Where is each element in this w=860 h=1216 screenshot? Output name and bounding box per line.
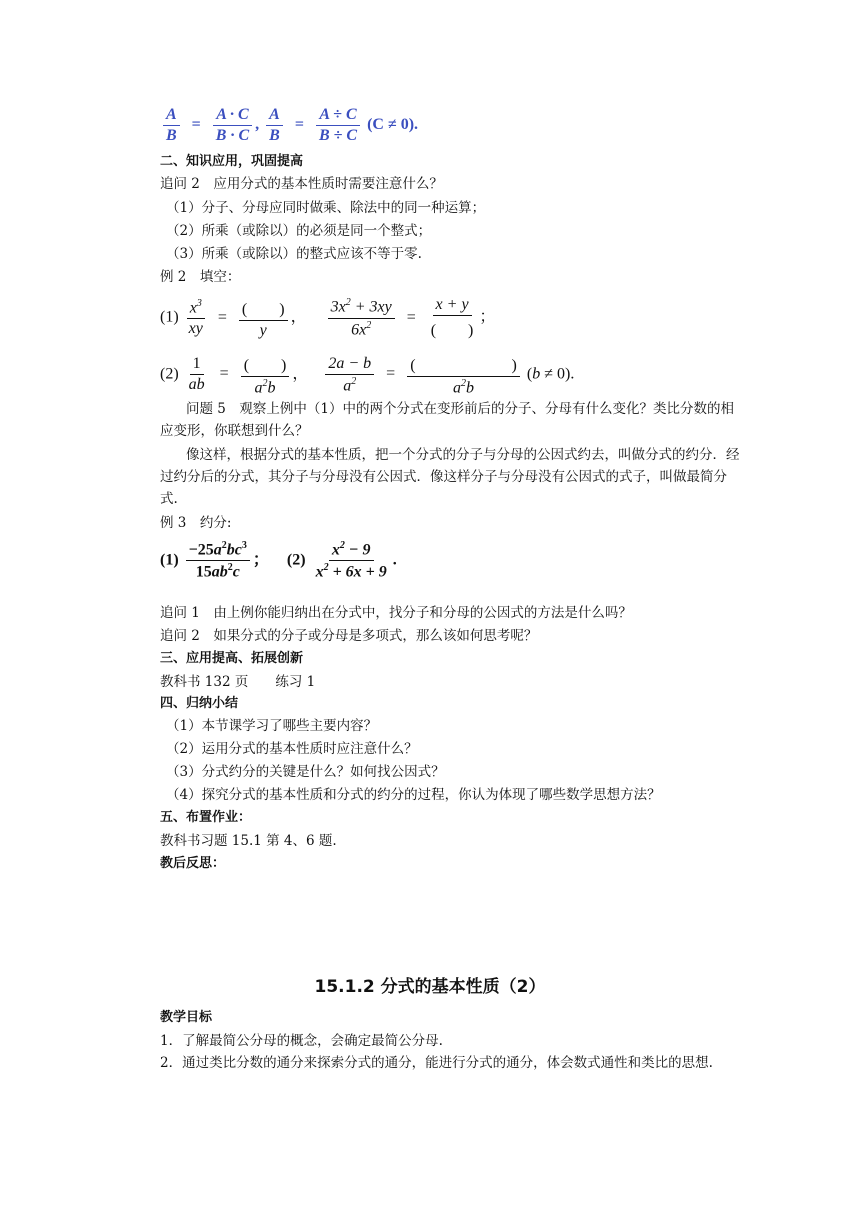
summary-3: （3）分式约分的关键是什么？如何找公因式？ [166,764,445,780]
textbook-exercise: 教科书 132 页 练习 1 [160,674,316,690]
section2-heading: 二、知识应用，巩固提高 [160,154,304,169]
note-1: （1）分子、分母应同时做乘、除法中的同一种运算； [166,200,486,216]
homework: 教科书习题 15.1 第 4、6 题. [160,833,337,849]
followup-question-2b: 追问 2 如果分式的分子或分母是多项式，那么该如何思考呢？ [160,628,538,644]
example3-label: 例 3 约分: [160,515,232,531]
example2-label: 例 2 填空： [160,269,241,285]
reflection-heading: 教后反思： [160,856,226,871]
definition-paragraph: 像这样，根据分式的基本性质，把一个分式的分子与分母的公因式约去，叫做分式的约分．经过约分后的分式，其分子与分母没有公因式．像这样分子与分母没有公因式的式子，叫做最简分式. [160,447,740,507]
summary-4: （4）探究分式的基本性质和分式的约分的过程，你认为体现了哪些数学思想方法？ [166,787,661,803]
goals-heading: 教学目标 [160,1010,213,1025]
goal-1: 1．了解最简公分母的概念，会确定最简公分母. [160,1033,443,1049]
example2-formula-2: (2) $\frac{1}{ab}$ = $\frac{( )}{a^2b}$ ， $\frac{2a - b}{a^2}$ = $\frac{( )}{a^2b}$ (b ≠ 0). [160,352,574,397]
note-3: （3）所乘（或除以）的整式应该不等于零. [166,246,422,262]
followup-question-2: 追问 2 应用分式的基本性质时需要注意什么？ [160,176,443,192]
lesson-title: 15.1.2 分式的基本性质（2） [314,977,546,997]
note-2: （2）所乘（或除以）的必须是同一个整式； [166,223,432,239]
problem-5: 问题 5 观察上例中（1）中的两个分式在变形前后的分子、分母有什么变化？类比分数的相应变形，你联想到什么？ [160,401,734,439]
section4-heading: 四、归纳小结 [160,696,239,711]
section5-heading: 五、布置作业： [160,810,252,825]
section3-heading: 三、应用提高、拓展创新 [160,651,304,666]
fraction-property-formula: $\frac{A}{B}$ = $\frac{A \cdot C}{B \cdot C}$ , $\frac{A}{B}$ = $\frac{A \div C}{B \div C}$ (C ≠ 0). [160,106,418,145]
example2-formula-1: (1) $\frac{x^3}{xy}$ = $\frac{( )}{y}$ ， $\frac{3x^2 + 3xy}{6x^2}$ = $\frac{x + y}{( )}$ ； [160,296,496,339]
summary-1: （1）本节课学习了哪些主要内容？ [166,718,378,734]
goal-2: 2．通过类比分数的通分来探索分式的通分，能进行分式的通分，体会数式通性和类比的思想. [160,1055,713,1071]
summary-2: （2）运用分式的基本性质时应注意什么？ [166,741,418,757]
followup-question-1b: 追问 1 由上例你能归纳出在分式中，找分子和分母的公因式的方法是什么吗？ [160,605,632,621]
example3-formulas: (1) $\frac{-25a^2bc^3}{15ab^2c}$ ； (2) $\frac{x^2 - 9}{x^2 + 6x + 9}$ . [160,540,397,581]
